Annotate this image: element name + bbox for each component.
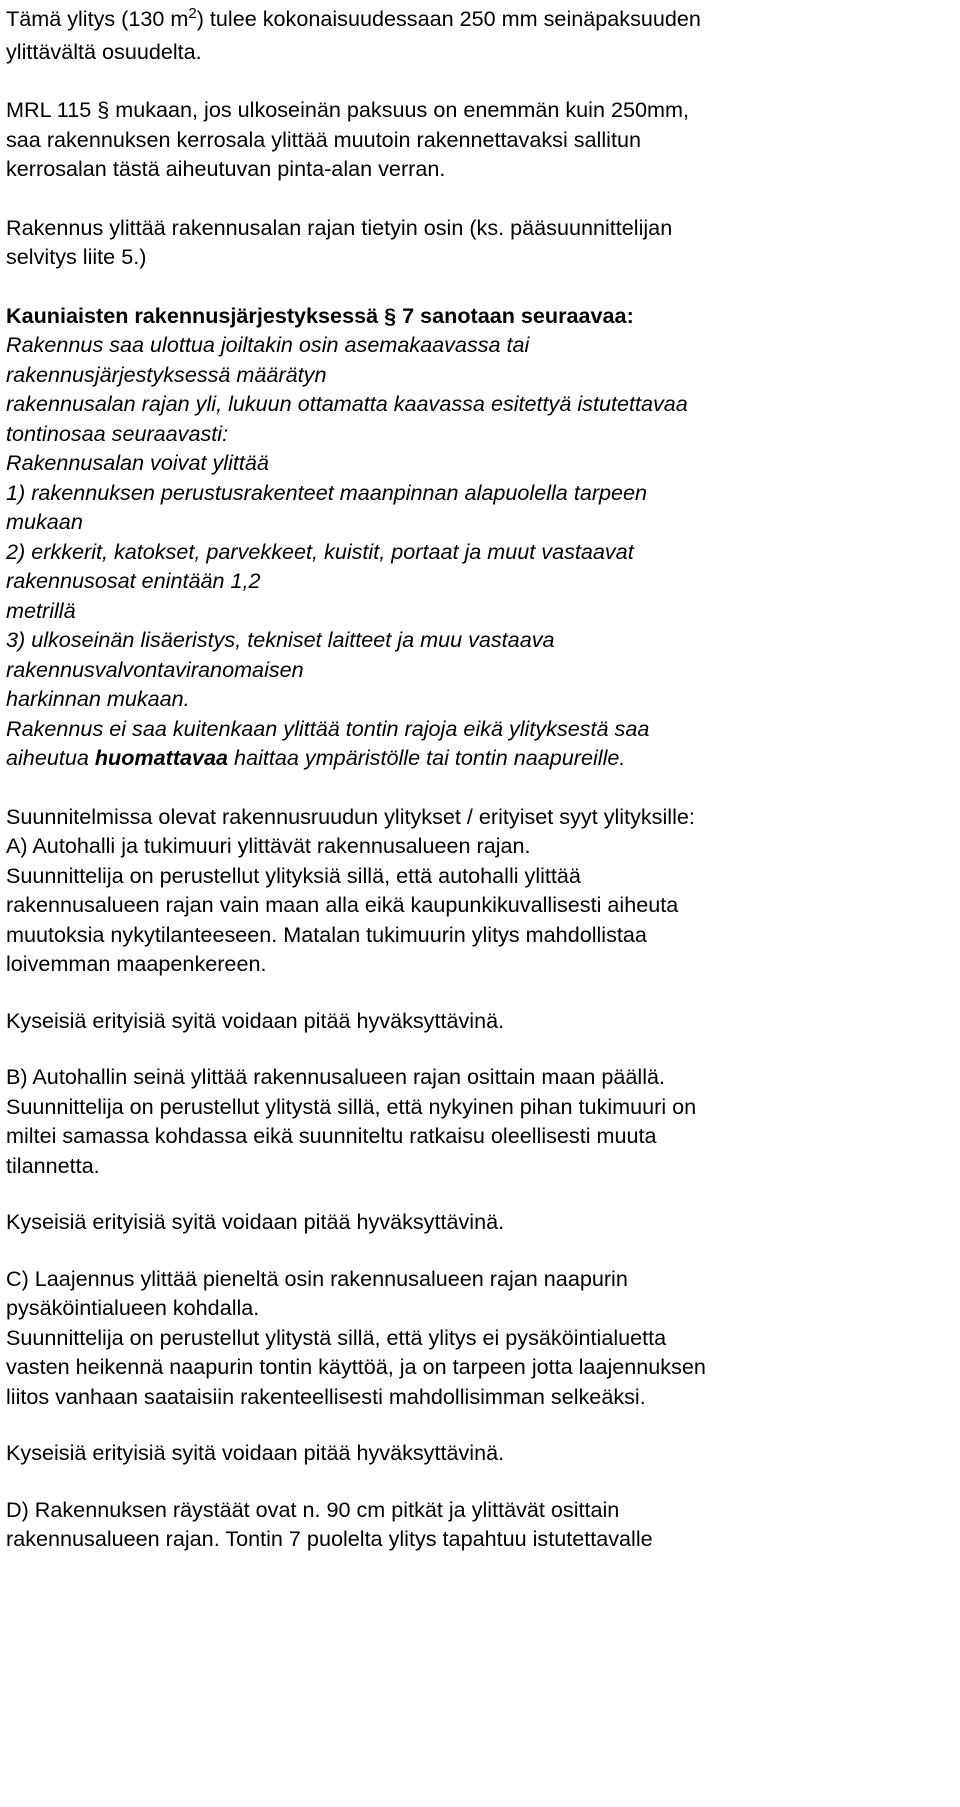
regulation-line: Rakennus saa ulottua joiltakin osin asemakaavassa tai	[6, 332, 530, 357]
case-a-line: muutoksia nykytilanteeseen. Matalan tukimuurin ylitys mahdollistaa	[6, 921, 647, 947]
case-a-line: rakennusalueen rajan vain maan alla eikä kaupunkikuvallisesti aiheuta	[6, 892, 679, 917]
superscript: 2	[188, 5, 197, 22]
case-c-line: liitos vanhaan saataisiin rakenteellisesti mahdollisimman selkeäksi.	[6, 1383, 646, 1409]
case-c-line: vasten heikennä naapurin tontin käyttöä, ja on tarpeen jotta laajennuksen	[6, 1354, 706, 1379]
regulation-heading: Kauniaisten rakennusjärjestyksessä § 7 sanotaan seuraavaa:	[6, 302, 634, 328]
mrl-line-1: MRL 115 § mukaan, jos ulkoseinän paksuus on enemmän kuin 250mm,	[6, 97, 689, 122]
acceptance-a: Kyseisiä erityisiä syitä voidaan pitää hyväksyttävinä.	[6, 1007, 505, 1033]
regulation-line: mukaan	[6, 509, 83, 534]
regulation-line: 2) erkkerit, katokset, parvekkeet, kuistit, portaat ja muut vastaavat	[6, 538, 634, 564]
case-b-line: Suunnittelija on perustellut ylitystä sillä, että nykyinen pihan tukimuuri on	[6, 1093, 697, 1119]
regulation-line: Rakennus ei saa kuitenkaan ylittää tontin rajoja eikä ylityksestä saa	[6, 715, 650, 741]
regulation-line: rakennusalan rajan yli, lukuun ottamatta kaavassa esitettyä istutettavaa	[6, 391, 688, 416]
case-a-line: Suunnittelija on perustellut ylityksiä sillä, että autohalli ylittää	[6, 862, 581, 888]
case-b-line: tilannetta.	[6, 1152, 100, 1178]
acceptance-b: Kyseisiä erityisiä syitä voidaan pitää hyväksyttävinä.	[6, 1209, 505, 1234]
case-d-line: D) Rakennuksen räystäät ovat n. 90 cm pitkät ja ylittävät osittain	[6, 1496, 620, 1522]
case-a-line: A) Autohalli ja tukimuuri ylittävät rakennusalueen rajan.	[6, 833, 531, 858]
regulation-line: 1) rakennuksen perustusrakenteet maanpinnan alapuolella tarpeen	[6, 479, 648, 505]
regulation-line: harkinnan mukaan.	[6, 686, 190, 711]
border-line-1: Rakennus ylittää rakennusalan rajan tietyin osin (ks. pääsuunnittelijan	[6, 214, 673, 240]
intro-line-2: ylittävältä osuudelta.	[6, 38, 202, 64]
regulation-line: rakennusvalvontaviranomaisen	[6, 656, 304, 682]
plans-heading: Suunnitelmissa olevat rakennusruudun ylitykset / erityiset syyt ylityksille:	[6, 803, 695, 829]
case-b-line: miltei samassa kohdassa eikä suunniteltu ratkaisu oleellisesti muuta	[6, 1123, 657, 1148]
mrl-line-2: saa rakennuksen kerrosala ylittää muutoin rakennettavaksi sallitun	[6, 126, 641, 152]
case-c-line: C) Laajennus ylittää pieneltä osin rakennusalueen rajan naapurin	[6, 1265, 628, 1291]
regulation-line: 3) ulkoseinän lisäeristys, tekniset laitteet ja muu vastaava	[6, 627, 555, 652]
case-c-line: pysäköintialueen kohdalla.	[6, 1295, 260, 1320]
case-c-line: Suunnittelija on perustellut ylitystä sillä, että ylitys ei pysäköintialuetta	[6, 1324, 667, 1350]
regulation-line: metrillä	[6, 597, 76, 623]
regulation-line: Rakennusalan voivat ylittää	[6, 450, 269, 475]
regulation-line: rakennusosat enintään 1,2	[6, 568, 261, 593]
case-d-line: rakennusalueen rajan. Tontin 7 puolelta ylitys tapahtuu istutettavalle	[6, 1526, 653, 1551]
case-b-line: B) Autohallin seinä ylittää rakennusalueen rajan osittain maan päällä.	[6, 1064, 666, 1089]
border-line-2: selvitys liite 5.)	[6, 244, 147, 269]
emphasis: huomattavaa	[94, 745, 229, 770]
acceptance-c: Kyseisiä erityisiä syitä voidaan pitää hyväksyttävinä.	[6, 1440, 505, 1465]
regulation-line: rakennusjärjestyksessä määrätyn	[6, 361, 327, 387]
regulation-line: tontinosaa seuraavasti:	[6, 420, 229, 446]
case-a-line: loivemman maapenkereen.	[6, 951, 267, 976]
mrl-line-3: kerrosalan tästä aiheutuvan pinta-alan verran.	[6, 156, 446, 181]
intro-line-1: Tämä ylitys (130 $m^2$) tulee kokonaisuudessaan 250 mm seinäpaksuuden	[6, 5, 701, 31]
regulation-last-line: aiheutua huomattavaa haittaa ympäristölle tai tontin naapureille.	[6, 745, 626, 770]
